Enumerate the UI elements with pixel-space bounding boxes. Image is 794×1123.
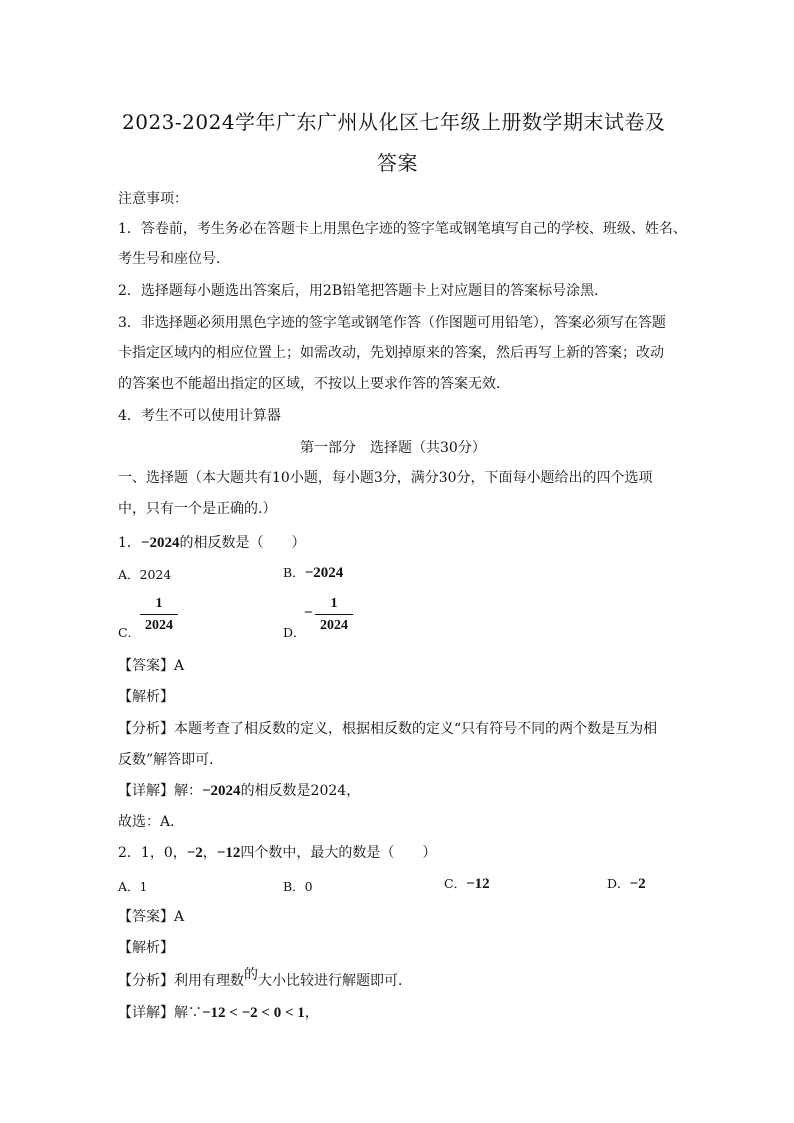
document-title-line1: 2023-2024学年广东广州从化区七年级上册数学期末试卷及 <box>122 110 666 134</box>
option-value: −12 <box>466 876 490 892</box>
detail-text: 的相反数是2024， <box>240 783 361 799</box>
question-1 <box>118 532 305 552</box>
question-number: 1． <box>118 535 141 551</box>
q2-option-d <box>607 874 646 893</box>
notice-item-3-cont1: 卡指定区域内的相应位置上；如需改动，先划掉原来的答案，然后再写上新的答案；改动 <box>118 345 664 361</box>
analysis-text: 【分析】利用有理数 <box>118 973 244 989</box>
fraction-numerator: 1 <box>155 596 163 611</box>
section-intro: 一、选择题（本大题共有10小题，每小题3分，满分30分，下面每小题给出的四个选项 <box>118 470 653 486</box>
q2-analysis-text <box>118 967 412 990</box>
q2-option-b: B．0 <box>283 879 313 894</box>
option-value: −2 <box>629 876 646 892</box>
detail-label: 【详解】解 <box>118 1005 188 1021</box>
option-label: D． <box>607 876 630 891</box>
q1-option-a <box>118 565 171 583</box>
fraction-bar <box>140 614 178 615</box>
q1-option-c-fraction <box>140 596 178 634</box>
notice-item-1: 1．答卷前，考生务必在答题卡上用黑色字迹的签字笔或钢笔填写自己的学校、班级、姓名、 <box>118 221 687 237</box>
q1-option-d-label: D． <box>283 625 306 640</box>
notice-item-3-cont2: 的答案也不能超出指定的区域，不按以上要求作答的答案无效． <box>118 376 510 392</box>
q1-option-c-label: C． <box>118 625 141 640</box>
q2-option-c <box>444 874 490 893</box>
question-math: −12 <box>216 845 241 861</box>
detail-math: −12 < −2 < 0 < 1 <box>202 1005 305 1021</box>
option-label: B． <box>283 565 305 580</box>
q1-option-d-fraction <box>315 596 353 634</box>
fraction-denominator: 2024 <box>145 618 173 633</box>
q1-conclusion: 故选：A． <box>118 814 185 830</box>
q2-analysis-heading: 【解析】 <box>118 940 174 956</box>
q1-analysis-text: 【分析】本题考查了相反数的定义，根据相反数的定义“只有符号不同的两个数是互为相 <box>118 721 658 737</box>
analysis-text: 大小比较进行解题即可． <box>258 973 412 989</box>
option-label: C． <box>444 876 467 891</box>
detail-text: ， <box>304 1005 319 1021</box>
document-title-line2: 答案 <box>377 151 418 175</box>
notice-heading: 注意事项： <box>118 191 188 207</box>
q1-analysis-heading: 【解析】 <box>118 689 174 705</box>
question-math: −2 <box>186 845 203 861</box>
analysis-raised-char: 的 <box>244 967 258 983</box>
question-math: −2024 <box>140 535 180 551</box>
fraction-bar <box>315 614 353 615</box>
fraction-numerator: 1 <box>330 596 338 611</box>
q2-option-a: A．1 <box>118 879 148 894</box>
notice-item-4: 4．考生不可以使用计算器 <box>118 408 281 424</box>
q1-analysis-text-cont: 反数”解答即可． <box>118 752 224 768</box>
notice-item-1-cont: 考生号和座位号． <box>118 251 230 267</box>
section-heading: 第一部分 选择题（共30分） <box>300 440 486 456</box>
question-text: 的相反数是（ ） <box>179 535 306 551</box>
q1-answer: 【答案】A <box>118 658 185 674</box>
q1-detail <box>118 780 360 800</box>
detail-math: −2024 <box>202 783 241 799</box>
notice-item-3: 3．非选择题必须用黑色字迹的签字笔或钢笔作答（作图题可用铅笔），答案必须写在答题 <box>118 315 666 331</box>
question-number: 2．1，0， <box>118 845 187 861</box>
question-separator: ， <box>202 845 217 861</box>
q2-detail <box>118 1002 319 1022</box>
q1-option-b <box>283 563 343 582</box>
option-value: 2024 <box>139 567 172 582</box>
option-value: −2024 <box>304 565 344 581</box>
option-label: A． <box>118 567 140 582</box>
question-text: 四个数中，最大的数是（ ） <box>240 845 437 861</box>
q2-answer: 【答案】A <box>118 909 185 925</box>
because-symbol: ∵ <box>188 1005 202 1021</box>
section-intro-cont: 中，只有一个是正确的.） <box>118 501 277 517</box>
detail-label: 【详解】解： <box>118 783 202 799</box>
fraction-denominator: 2024 <box>320 618 348 633</box>
question-2 <box>118 842 436 862</box>
notice-item-2: 2．选择题每小题选出答案后，用2B铅笔把答题卡上对应题目的答案标号涂黑． <box>118 283 609 299</box>
q1-option-d-sign: − <box>304 605 313 621</box>
